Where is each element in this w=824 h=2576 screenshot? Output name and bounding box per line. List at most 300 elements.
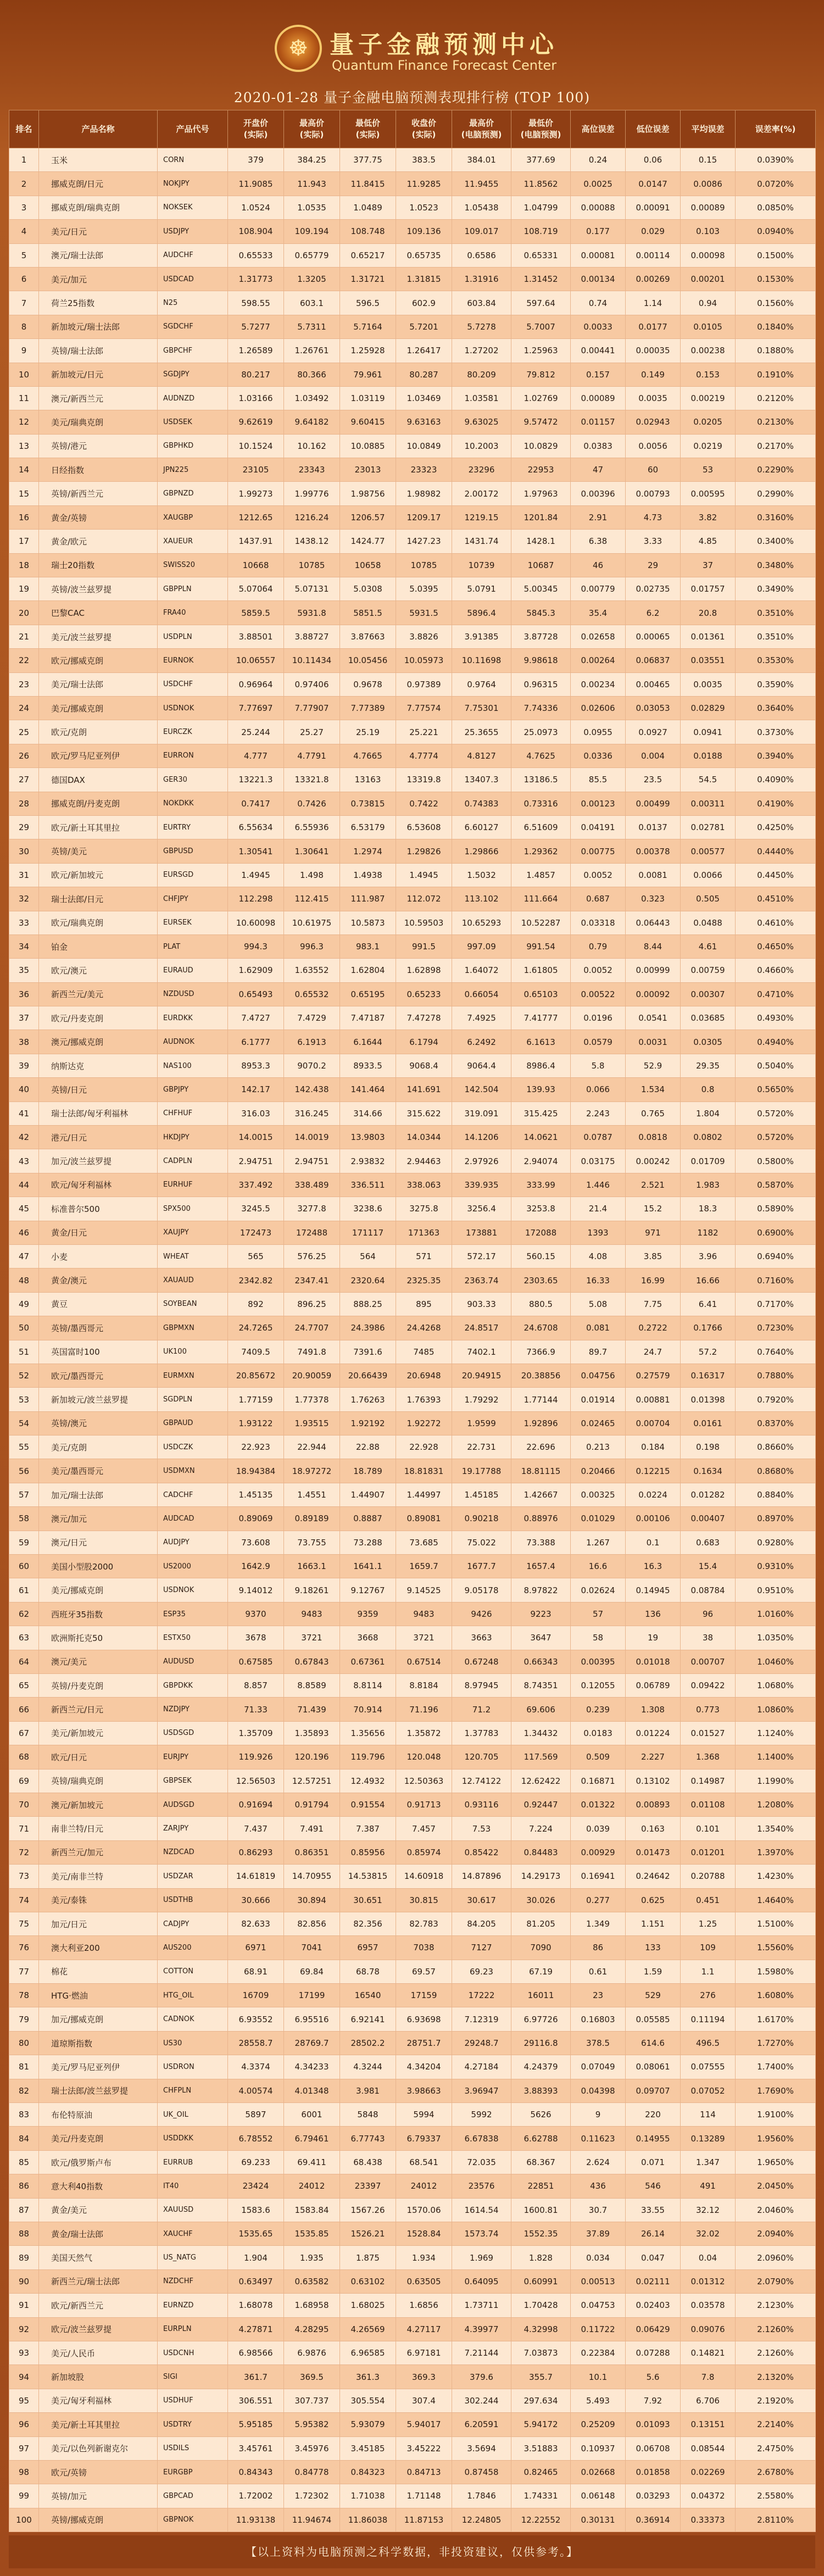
product-code-cell: HKDJPY bbox=[158, 1126, 228, 1149]
high-cell: 0.84778 bbox=[284, 2460, 340, 2484]
column-header: 收盘价 (实际) bbox=[396, 110, 452, 148]
error-rate-cell: 0.4930% bbox=[736, 1006, 816, 1030]
disclaimer-footer: 【以上资料为电脑预测之科学数据，非投资建议，仅供参考。】 bbox=[9, 2535, 815, 2568]
low-error-cell: 24.7 bbox=[626, 1340, 681, 1364]
low-cell: 10658 bbox=[340, 553, 396, 577]
close-cell: 1.31815 bbox=[396, 267, 452, 291]
pred-high-cell: 14.1206 bbox=[452, 1126, 511, 1149]
error-rate-cell: 0.4510% bbox=[736, 887, 816, 911]
close-cell: 171363 bbox=[396, 1221, 452, 1244]
logo-emblem-icon: ☸ bbox=[275, 25, 322, 72]
pred-high-cell: 1614.54 bbox=[452, 2198, 511, 2222]
high-cell: 3.45976 bbox=[284, 2436, 340, 2460]
close-cell: 5931.5 bbox=[396, 601, 452, 625]
pred-low-cell: 25.0973 bbox=[511, 720, 571, 744]
product-code-cell: JPN225 bbox=[158, 458, 228, 482]
pred-high-cell: 17222 bbox=[452, 1984, 511, 2007]
pred-high-cell: 142.504 bbox=[452, 1078, 511, 1101]
low-error-cell: 136 bbox=[626, 1602, 681, 1626]
low-cell: 8933.5 bbox=[340, 1054, 396, 1077]
open-cell: 68.91 bbox=[228, 1960, 284, 1983]
error-rate-cell: 0.3510% bbox=[736, 625, 816, 648]
close-cell: 1570.06 bbox=[396, 2198, 452, 2222]
product-name-cell: 欧洲斯托克50 bbox=[39, 1626, 158, 1650]
low-error-cell: 0.00242 bbox=[626, 1149, 681, 1173]
rank-cell: 34 bbox=[9, 934, 39, 958]
high-error-cell: 9 bbox=[571, 2103, 626, 2127]
low-cell: 28502.2 bbox=[340, 2031, 396, 2055]
pred-high-cell: 72.035 bbox=[452, 2150, 511, 2174]
pred-low-cell: 111.664 bbox=[511, 887, 571, 911]
high-cell: 1.3205 bbox=[284, 267, 340, 291]
open-cell: 1642.9 bbox=[228, 1555, 284, 1578]
pred-high-cell: 120.705 bbox=[452, 1745, 511, 1769]
error-rate-cell: 0.4940% bbox=[736, 1030, 816, 1054]
avg-error-cell: 0.01361 bbox=[681, 625, 736, 648]
high-error-cell: 0.509 bbox=[571, 1745, 626, 1769]
rank-cell: 87 bbox=[9, 2198, 39, 2222]
low-error-cell: 0.0177 bbox=[626, 315, 681, 338]
product-code-cell: EURRON bbox=[158, 744, 228, 767]
product-name-cell: 新加坡股 bbox=[39, 2365, 158, 2389]
close-cell: 82.783 bbox=[396, 1912, 452, 1935]
error-rate-cell: 2.6780% bbox=[736, 2460, 816, 2484]
high-cell: 109.194 bbox=[284, 220, 340, 243]
pred-high-cell: 25.3655 bbox=[452, 720, 511, 744]
error-rate-cell: 0.0850% bbox=[736, 196, 816, 219]
pred-high-cell: 173881 bbox=[452, 1221, 511, 1244]
product-code-cell: EURHUF bbox=[158, 1173, 228, 1197]
open-cell: 10.06557 bbox=[228, 649, 284, 672]
high-error-cell: 0.03318 bbox=[571, 911, 626, 934]
low-error-cell: 3.33 bbox=[626, 530, 681, 553]
pred-low-cell: 3.88393 bbox=[511, 2079, 571, 2102]
pred-high-cell: 7.75301 bbox=[452, 696, 511, 720]
high-cell: 7.4729 bbox=[284, 1006, 340, 1030]
error-rate-cell: 0.5720% bbox=[736, 1126, 816, 1149]
rank-cell: 66 bbox=[9, 1698, 39, 1721]
pred-high-cell: 0.9764 bbox=[452, 672, 511, 696]
high-error-cell: 30.7 bbox=[571, 2198, 626, 2222]
low-error-cell: 0.36914 bbox=[626, 2508, 681, 2532]
open-cell: 14.61819 bbox=[228, 1865, 284, 1888]
pred-high-cell: 8.97945 bbox=[452, 1674, 511, 1698]
rank-cell: 17 bbox=[9, 530, 39, 553]
high-error-cell: 0.61 bbox=[571, 1960, 626, 1983]
rank-cell: 60 bbox=[9, 1555, 39, 1578]
pred-high-cell: 13407.3 bbox=[452, 768, 511, 792]
avg-error-cell: 0.01282 bbox=[681, 1483, 736, 1506]
product-code-cell: USDCZK bbox=[158, 1436, 228, 1459]
high-error-cell: 0.00264 bbox=[571, 649, 626, 672]
product-name-cell: 英镑/新西兰元 bbox=[39, 482, 158, 505]
avg-error-cell: 1182 bbox=[681, 1221, 736, 1244]
column-header: 产品代号 bbox=[158, 110, 228, 148]
error-rate-cell: 0.7160% bbox=[736, 1268, 816, 1292]
product-code-cell: GBPCAD bbox=[158, 2484, 228, 2508]
high-cell: 4.34233 bbox=[284, 2055, 340, 2079]
product-name-cell: 美元/瑞典克朗 bbox=[39, 410, 158, 434]
open-cell: 7.77697 bbox=[228, 696, 284, 720]
pred-high-cell: 23296 bbox=[452, 458, 511, 482]
close-cell: 0.7422 bbox=[396, 792, 452, 815]
error-rate-cell: 0.9510% bbox=[736, 1578, 816, 1602]
close-cell: 1.71148 bbox=[396, 2484, 452, 2508]
table-row bbox=[9, 1888, 816, 1912]
product-name-cell: 黄金/美元 bbox=[39, 2198, 158, 2222]
table-row bbox=[9, 792, 816, 815]
avg-error-cell: 0.0802 bbox=[681, 1126, 736, 1149]
pred-low-cell: 4.7625 bbox=[511, 744, 571, 767]
rank-cell: 25 bbox=[9, 720, 39, 744]
pred-low-cell: 5845.3 bbox=[511, 601, 571, 625]
avg-error-cell: 18.3 bbox=[681, 1197, 736, 1221]
product-code-cell: USDZAR bbox=[158, 1865, 228, 1888]
low-cell: 119.796 bbox=[340, 1745, 396, 1769]
rank-cell: 72 bbox=[9, 1840, 39, 1864]
high-cell: 12.57251 bbox=[284, 1769, 340, 1793]
product-code-cell: SGDJPY bbox=[158, 363, 228, 386]
product-code-cell: GBPHKD bbox=[158, 434, 228, 458]
pred-low-cell: 18.81115 bbox=[511, 1459, 571, 1483]
table-row bbox=[9, 1531, 816, 1554]
high-error-cell: 0.00234 bbox=[571, 672, 626, 696]
pred-low-cell: 991.54 bbox=[511, 934, 571, 958]
high-cell: 1.72302 bbox=[284, 2484, 340, 2508]
table-row bbox=[9, 1078, 816, 1101]
high-cell: 25.27 bbox=[284, 720, 340, 744]
rank-cell: 1 bbox=[9, 148, 39, 172]
high-cell: 0.65532 bbox=[284, 982, 340, 1006]
pred-low-cell: 7366.9 bbox=[511, 1340, 571, 1364]
pred-high-cell: 4.39977 bbox=[452, 2317, 511, 2341]
pred-low-cell: 1552.35 bbox=[511, 2222, 571, 2245]
table-row bbox=[9, 1602, 816, 1626]
table-row bbox=[9, 1459, 816, 1483]
pred-high-cell: 0.67248 bbox=[452, 1650, 511, 1673]
high-error-cell: 0.00396 bbox=[571, 482, 626, 505]
pred-high-cell: 20.94915 bbox=[452, 1364, 511, 1387]
high-cell: 69.411 bbox=[284, 2150, 340, 2174]
high-cell: 14.0019 bbox=[284, 1126, 340, 1149]
low-cell: 6.77743 bbox=[340, 2127, 396, 2150]
product-name-cell: 美元/丹麦克朗 bbox=[39, 2127, 158, 2150]
error-rate-cell: 0.2130% bbox=[736, 410, 816, 434]
pred-low-cell: 68.367 bbox=[511, 2150, 571, 2174]
product-name-cell: 美元/挪威克朗 bbox=[39, 696, 158, 720]
low-cell: 1.25928 bbox=[340, 339, 396, 363]
pred-low-cell: 30.026 bbox=[511, 1888, 571, 1912]
product-name-cell: 澳大利亚200 bbox=[39, 1936, 158, 1960]
error-rate-cell: 1.3540% bbox=[736, 1817, 816, 1840]
low-cell: 5851.5 bbox=[340, 601, 396, 625]
table-row bbox=[9, 911, 816, 934]
pred-low-cell: 8986.4 bbox=[511, 1054, 571, 1077]
rank-cell: 26 bbox=[9, 744, 39, 767]
close-cell: 7.47278 bbox=[396, 1006, 452, 1030]
low-error-cell: 7.92 bbox=[626, 2389, 681, 2412]
rank-cell: 74 bbox=[9, 1888, 39, 1912]
rank-cell: 88 bbox=[9, 2222, 39, 2245]
pred-high-cell: 29248.7 bbox=[452, 2031, 511, 2055]
pred-low-cell: 117.569 bbox=[511, 1745, 571, 1769]
pred-high-cell: 0.66054 bbox=[452, 982, 511, 1006]
close-cell: 3721 bbox=[396, 1626, 452, 1650]
pred-low-cell: 297.634 bbox=[511, 2389, 571, 2412]
open-cell: 565 bbox=[228, 1244, 284, 1268]
close-cell: 14.0344 bbox=[396, 1126, 452, 1149]
avg-error-cell: 0.01312 bbox=[681, 2269, 736, 2293]
pred-high-cell: 1.64072 bbox=[452, 959, 511, 982]
high-error-cell: 0.039 bbox=[571, 1817, 626, 1840]
table-row bbox=[9, 1984, 816, 2007]
error-rate-cell: 2.8110% bbox=[736, 2508, 816, 2532]
avg-error-cell: 0.08784 bbox=[681, 1578, 736, 1602]
avg-error-cell: 0.00311 bbox=[681, 792, 736, 815]
high-error-cell: 0.213 bbox=[571, 1436, 626, 1459]
error-rate-cell: 0.0720% bbox=[736, 172, 816, 196]
error-rate-cell: 0.2170% bbox=[736, 434, 816, 458]
open-cell: 6971 bbox=[228, 1936, 284, 1960]
high-error-cell: 0.04191 bbox=[571, 815, 626, 839]
product-name-cell: 新加坡元/瑞士法郎 bbox=[39, 315, 158, 338]
pred-low-cell: 22851 bbox=[511, 2174, 571, 2198]
close-cell: 5.0395 bbox=[396, 577, 452, 601]
high-error-cell: 0.24 bbox=[571, 148, 626, 172]
product-code-cell: AUDCAD bbox=[158, 1507, 228, 1531]
pred-high-cell: 7.12319 bbox=[452, 2007, 511, 2031]
high-error-cell: 5.8 bbox=[571, 1054, 626, 1077]
avg-error-cell: 0.00219 bbox=[681, 386, 736, 410]
high-error-cell: 0.0033 bbox=[571, 315, 626, 338]
avg-error-cell: 276 bbox=[681, 1984, 736, 2007]
low-cell: 1.2974 bbox=[340, 839, 396, 863]
low-cell: 1424.77 bbox=[340, 530, 396, 553]
high-cell: 14.70955 bbox=[284, 1865, 340, 1888]
open-cell: 0.65493 bbox=[228, 982, 284, 1006]
pred-low-cell: 1201.84 bbox=[511, 505, 571, 529]
pred-low-cell: 5.7007 bbox=[511, 315, 571, 338]
low-error-cell: 60 bbox=[626, 458, 681, 482]
pred-high-cell: 11.9455 bbox=[452, 172, 511, 196]
high-cell: 18.97272 bbox=[284, 1459, 340, 1483]
low-error-cell: 0.0035 bbox=[626, 386, 681, 410]
pred-low-cell: 22953 bbox=[511, 458, 571, 482]
rank-cell: 28 bbox=[9, 792, 39, 815]
low-cell: 1.68025 bbox=[340, 2294, 396, 2317]
error-rate-cell: 0.5800% bbox=[736, 1149, 816, 1173]
avg-error-cell: 0.00595 bbox=[681, 482, 736, 505]
close-cell: 73.685 bbox=[396, 1531, 452, 1554]
avg-error-cell: 0.153 bbox=[681, 363, 736, 386]
avg-error-cell: 53 bbox=[681, 458, 736, 482]
low-error-cell: 0.00465 bbox=[626, 672, 681, 696]
product-code-cell: CHFJPY bbox=[158, 887, 228, 911]
product-name-cell: 挪威克朗/丹麦克朗 bbox=[39, 792, 158, 815]
product-code-cell: USDCAD bbox=[158, 267, 228, 291]
error-rate-cell: 1.7690% bbox=[736, 2079, 816, 2102]
product-code-cell: USDHUF bbox=[158, 2389, 228, 2412]
product-name-cell: 加元/挪威克朗 bbox=[39, 2007, 158, 2031]
product-name-cell: 布伦特原油 bbox=[39, 2103, 158, 2127]
avg-error-cell: 0.0941 bbox=[681, 720, 736, 744]
rank-cell: 19 bbox=[9, 577, 39, 601]
rank-cell: 64 bbox=[9, 1650, 39, 1673]
high-cell: 369.5 bbox=[284, 2365, 340, 2389]
low-cell: 9359 bbox=[340, 1602, 396, 1626]
low-error-cell: 0.00091 bbox=[626, 196, 681, 219]
open-cell: 0.86293 bbox=[228, 1840, 284, 1864]
avg-error-cell: 0.04 bbox=[681, 2246, 736, 2269]
low-cell: 596.5 bbox=[340, 291, 396, 315]
table-row bbox=[9, 2413, 816, 2436]
high-cell: 17199 bbox=[284, 1984, 340, 2007]
avg-error-cell: 0.03551 bbox=[681, 649, 736, 672]
pred-low-cell: 1.92896 bbox=[511, 1411, 571, 1435]
open-cell: 306.551 bbox=[228, 2389, 284, 2412]
high-cell: 1.68958 bbox=[284, 2294, 340, 2317]
table-row bbox=[9, 1126, 816, 1149]
product-code-cell: ESTX50 bbox=[158, 1626, 228, 1650]
product-code-cell: COTTON bbox=[158, 1960, 228, 1983]
low-cell: 16540 bbox=[340, 1984, 396, 2007]
product-name-cell: 西班牙35指数 bbox=[39, 1602, 158, 1626]
open-cell: 30.666 bbox=[228, 1888, 284, 1912]
close-cell: 10.59503 bbox=[396, 911, 452, 934]
product-code-cell: USDJPY bbox=[158, 220, 228, 243]
product-name-cell: 美元/泰铢 bbox=[39, 1888, 158, 1912]
open-cell: 9.62619 bbox=[228, 410, 284, 434]
product-code-cell: GBPDKK bbox=[158, 1674, 228, 1698]
high-error-cell: 0.22384 bbox=[571, 2341, 626, 2364]
product-name-cell: 澳元/瑞士法郎 bbox=[39, 243, 158, 267]
avg-error-cell: 3.82 bbox=[681, 505, 736, 529]
low-error-cell: 0.047 bbox=[626, 2246, 681, 2269]
low-error-cell: 0.24642 bbox=[626, 1865, 681, 1888]
open-cell: 10.1524 bbox=[228, 434, 284, 458]
table-row bbox=[9, 1721, 816, 1745]
open-cell: 4.3374 bbox=[228, 2055, 284, 2079]
high-error-cell: 37.89 bbox=[571, 2222, 626, 2245]
high-error-cell: 0.0183 bbox=[571, 1721, 626, 1745]
low-cell: 5848 bbox=[340, 2103, 396, 2127]
pred-low-cell: 597.64 bbox=[511, 291, 571, 315]
low-cell: 564 bbox=[340, 1244, 396, 1268]
high-error-cell: 0.00929 bbox=[571, 1840, 626, 1864]
product-code-cell: SGDCHF bbox=[158, 315, 228, 338]
rank-cell: 18 bbox=[9, 553, 39, 577]
avg-error-cell: 1.1 bbox=[681, 1960, 736, 1983]
high-error-cell: 2.243 bbox=[571, 1101, 626, 1125]
open-cell: 598.55 bbox=[228, 291, 284, 315]
high-error-cell: 0.02606 bbox=[571, 696, 626, 720]
high-cell: 7041 bbox=[284, 1936, 340, 1960]
pred-low-cell: 16011 bbox=[511, 1984, 571, 2007]
table-row bbox=[9, 720, 816, 744]
error-rate-cell: 0.1880% bbox=[736, 339, 816, 363]
pred-high-cell: 3256.4 bbox=[452, 1197, 511, 1221]
open-cell: 10.60098 bbox=[228, 911, 284, 934]
high-error-cell: 0.0196 bbox=[571, 1006, 626, 1030]
rank-cell: 86 bbox=[9, 2174, 39, 2198]
high-error-cell: 1.349 bbox=[571, 1912, 626, 1935]
low-error-cell: 52.9 bbox=[626, 1054, 681, 1077]
rank-cell: 40 bbox=[9, 1078, 39, 1101]
pred-low-cell: 7.41777 bbox=[511, 1006, 571, 1030]
high-cell: 80.366 bbox=[284, 363, 340, 386]
low-cell: 0.85956 bbox=[340, 1840, 396, 1864]
low-cell: 1.44907 bbox=[340, 1483, 396, 1506]
high-cell: 142.438 bbox=[284, 1078, 340, 1101]
high-error-cell: 0.081 bbox=[571, 1316, 626, 1340]
high-cell: 1.35893 bbox=[284, 1721, 340, 1745]
pred-low-cell: 3.51883 bbox=[511, 2436, 571, 2460]
pred-high-cell: 3663 bbox=[452, 1626, 511, 1650]
high-error-cell: 46 bbox=[571, 553, 626, 577]
low-cell: 6.96585 bbox=[340, 2341, 396, 2364]
table-row bbox=[9, 2341, 816, 2364]
pred-high-cell: 6.20591 bbox=[452, 2413, 511, 2436]
rank-cell: 48 bbox=[9, 1268, 39, 1292]
error-rate-cell: 1.0860% bbox=[736, 1698, 816, 1721]
low-cell: 1.71038 bbox=[340, 2484, 396, 2508]
low-cell: 6.53179 bbox=[340, 815, 396, 839]
table-row bbox=[9, 1769, 816, 1793]
pred-low-cell: 315.425 bbox=[511, 1101, 571, 1125]
product-name-cell: 新西兰元/日元 bbox=[39, 1698, 158, 1721]
product-name-cell: 澳元/新加坡元 bbox=[39, 1793, 158, 1816]
product-name-cell: 加元/波兰兹罗提 bbox=[39, 1149, 158, 1173]
avg-error-cell: 0.0161 bbox=[681, 1411, 736, 1435]
product-code-cell: CADNOK bbox=[158, 2007, 228, 2031]
high-error-cell: 1.267 bbox=[571, 1531, 626, 1554]
rank-cell: 3 bbox=[9, 196, 39, 219]
pred-low-cell: 2.94074 bbox=[511, 1149, 571, 1173]
product-code-cell: AUDNOK bbox=[158, 1030, 228, 1054]
low-cell: 18.789 bbox=[340, 1459, 396, 1483]
error-rate-cell: 0.4610% bbox=[736, 911, 816, 934]
high-cell: 9.18261 bbox=[284, 1578, 340, 1602]
pred-high-cell: 1573.74 bbox=[452, 2222, 511, 2245]
pred-high-cell: 3.91385 bbox=[452, 625, 511, 648]
pred-low-cell: 79.812 bbox=[511, 363, 571, 386]
avg-error-cell: 0.04372 bbox=[681, 2484, 736, 2508]
avg-error-cell: 0.00307 bbox=[681, 982, 736, 1006]
table-row bbox=[9, 2365, 816, 2389]
avg-error-cell: 0.07052 bbox=[681, 2079, 736, 2102]
avg-error-cell: 0.01709 bbox=[681, 1149, 736, 1173]
open-cell: 1535.65 bbox=[228, 2222, 284, 2245]
table-row bbox=[9, 2484, 816, 2508]
error-rate-cell: 0.1910% bbox=[736, 363, 816, 386]
high-cell: 30.894 bbox=[284, 1888, 340, 1912]
low-cell: 0.91554 bbox=[340, 1793, 396, 1816]
low-error-cell: 0.0137 bbox=[626, 815, 681, 839]
open-cell: 6.98566 bbox=[228, 2341, 284, 2364]
rank-cell: 75 bbox=[9, 1912, 39, 1935]
low-cell: 171117 bbox=[340, 1221, 396, 1244]
product-name-cell: 美国小型股2000 bbox=[39, 1555, 158, 1578]
low-error-cell: 0.0147 bbox=[626, 172, 681, 196]
product-code-cell: GBPAUD bbox=[158, 1411, 228, 1435]
close-cell: 1.4945 bbox=[396, 863, 452, 887]
high-cell: 316.245 bbox=[284, 1101, 340, 1125]
error-rate-cell: 2.2140% bbox=[736, 2413, 816, 2436]
high-error-cell: 86 bbox=[571, 1936, 626, 1960]
low-cell: 7.387 bbox=[340, 1817, 396, 1840]
low-error-cell: 0.01093 bbox=[626, 2413, 681, 2436]
product-code-cell: GBPNOK bbox=[158, 2508, 228, 2532]
